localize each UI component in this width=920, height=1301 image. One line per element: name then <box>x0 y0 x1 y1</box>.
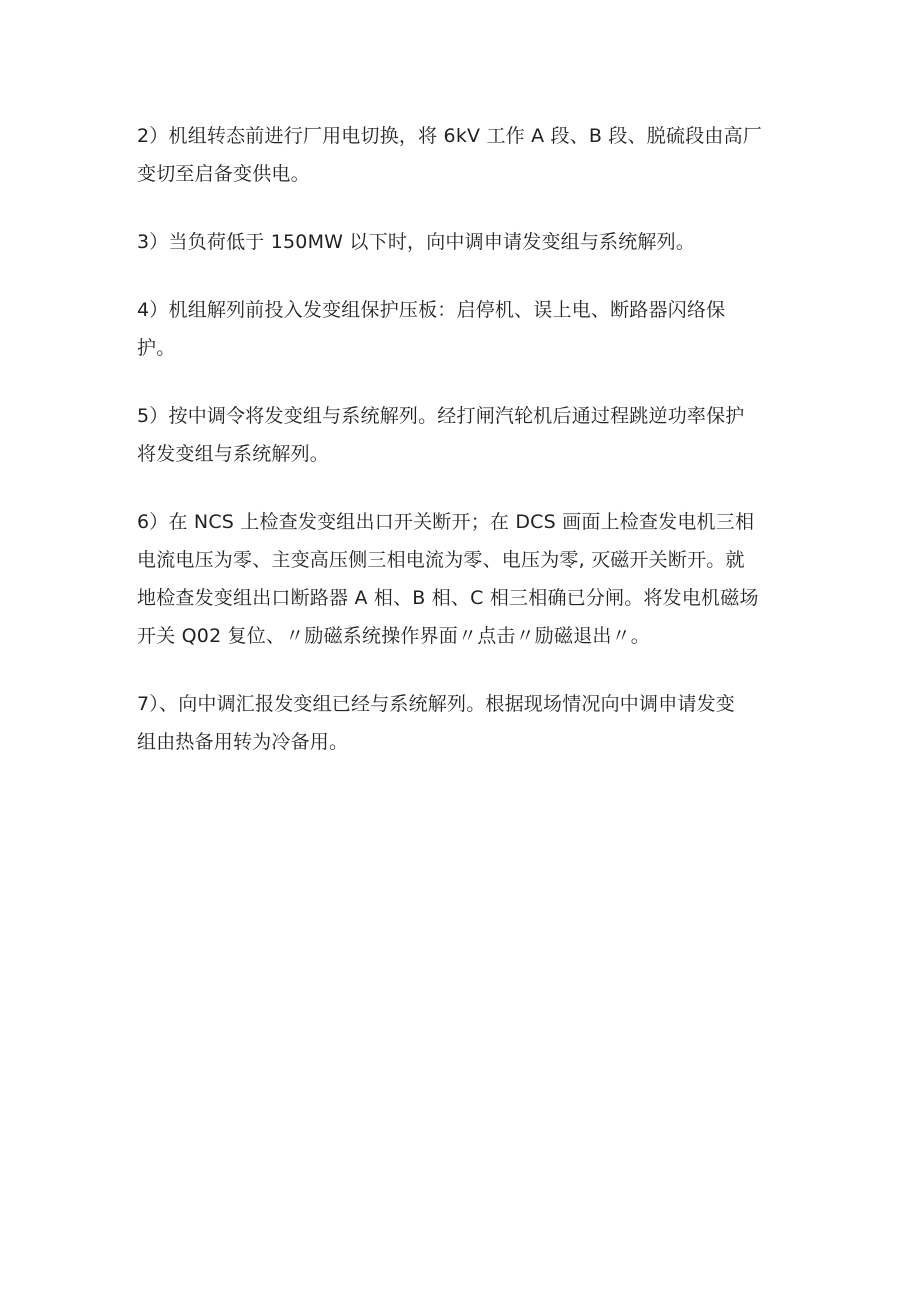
paragraph-step-4 <box>137 291 777 367</box>
text-line: 电流电压为零、主变高压侧三相电流为零、电压为零, 灭磁开关断开。就 <box>137 549 745 571</box>
text-line: 5）按中调令将发变组与系统解列。经打闸汽轮机后通过程跳逆功率保护 <box>137 405 745 427</box>
text-line: 2）机组转态前进行厂用电切换，将 6kV 工作 A 段、B 段、脱硫段由高厂 <box>137 125 763 147</box>
text-line: 开关 Q02 复位、〃励磁系统操作界面〃点击〃励磁退出〃。 <box>137 625 651 647</box>
paragraph-step-5 <box>137 397 777 473</box>
text-line: 3）当负荷低于 150MW 以下时，向中调申请发变组与系统解列。 <box>137 231 696 253</box>
paragraph-step-3 <box>137 223 777 261</box>
document-body <box>137 117 777 791</box>
paragraph-step-2 <box>137 117 777 193</box>
text-line: 6）在 NCS 上检查发变组出口开关断开；在 DCS 画面上检查发电机三相 <box>137 511 755 533</box>
paragraph-step-6 <box>137 503 777 655</box>
text-line: 7）、向中调汇报发变组已经与系统解列。根据现场情况向中调申请发变 <box>137 693 735 715</box>
text-line: 4）机组解列前投入发变组保护压板：启停机、误上电、断路器闪络保 <box>137 299 726 321</box>
text-line: 地检查发变组出口断路器 A 相、B 相、C 相三相确已分闸。将发电机磁场 <box>137 587 759 609</box>
text-line: 变切至启备变供电。 <box>137 163 310 185</box>
text-line: 将发变组与系统解列。 <box>137 443 330 465</box>
text-line: 护。 <box>137 337 176 359</box>
text-line: 组由热备用转为冷备用。 <box>137 731 349 753</box>
paragraph-step-7 <box>137 685 777 761</box>
